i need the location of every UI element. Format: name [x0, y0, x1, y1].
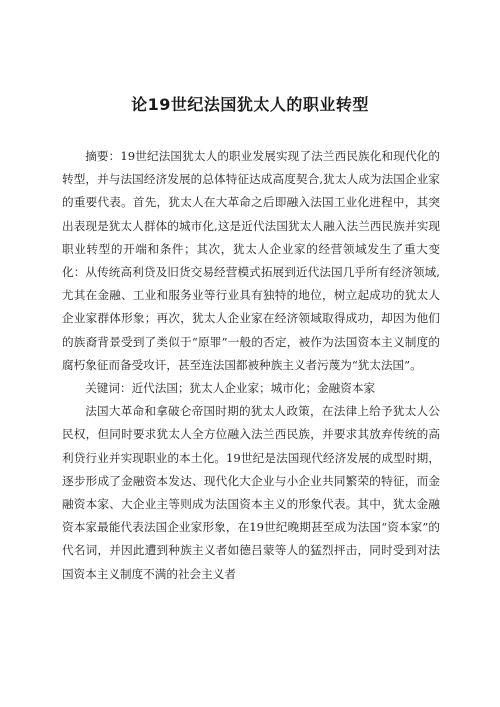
- keywords-paragraph: 关键词：近代法国；犹太人企业家；城市化；金融资本家: [85, 381, 376, 396]
- abstract-paragraph: 摘要：19世纪法国犹太人的职业发展实现了法兰西民族化和现代化的转型，并与法国经济发展的总体特征达成高度契合,犹太人成为法国企业家的重要代表。首先，犹太人在大革命之后即融入法国工业化进程中，其突出表现是犹太人群体的城市化,这是近代法国犹太人融入法兰西民族并实现职业转型的开端和条件；其次，犹太人企业家的经营领域发生了重大变化：从传统高利贷及旧货交易经营模式拓展到近代法国几乎所有经济领域,尤其在金融、工业和服务业等行业具有独特的地位，树立起成功的犹太人企业家群体形象；再次，犹太人企业家在经济领域取得成功，却因为他们的族裔背景受到了类似于“原罪”一般的否定，被作为法国资本主义制度的腐朽象征而备受攻讦，甚至连法国都被种族主义者污蔑为“犹太法国”。: [62, 149, 440, 372]
- paper-body: [62, 145, 440, 586]
- paper-title: 论19世纪法国犹太人的职业转型: [131, 95, 369, 114]
- body-paragraph: 法国大革命和拿破仑帝国时期的犹太人政策，在法律上给予犹太人公民权，但同时要求犹太人全方位融入法兰西民族，并要求其放弃传统的高利贷行业并实现职业的本土化。19世纪是法国现代经济发展的成型时期，逐步形成了金融资本发达、现代化大企业与小企业共同繁荣的特征，而金融资本家、大企业主等则成为法国资本主义的形象代表。其中，犹太金融资本家最能代表法国企业家形象，在19世纪晚期甚至成为法国“资本家”的代名词，并因此遭到种族主义者如德吕蒙等人的猛烈抨击，同时受到对法国资本主义制度不满的社会主义者: [62, 404, 440, 581]
